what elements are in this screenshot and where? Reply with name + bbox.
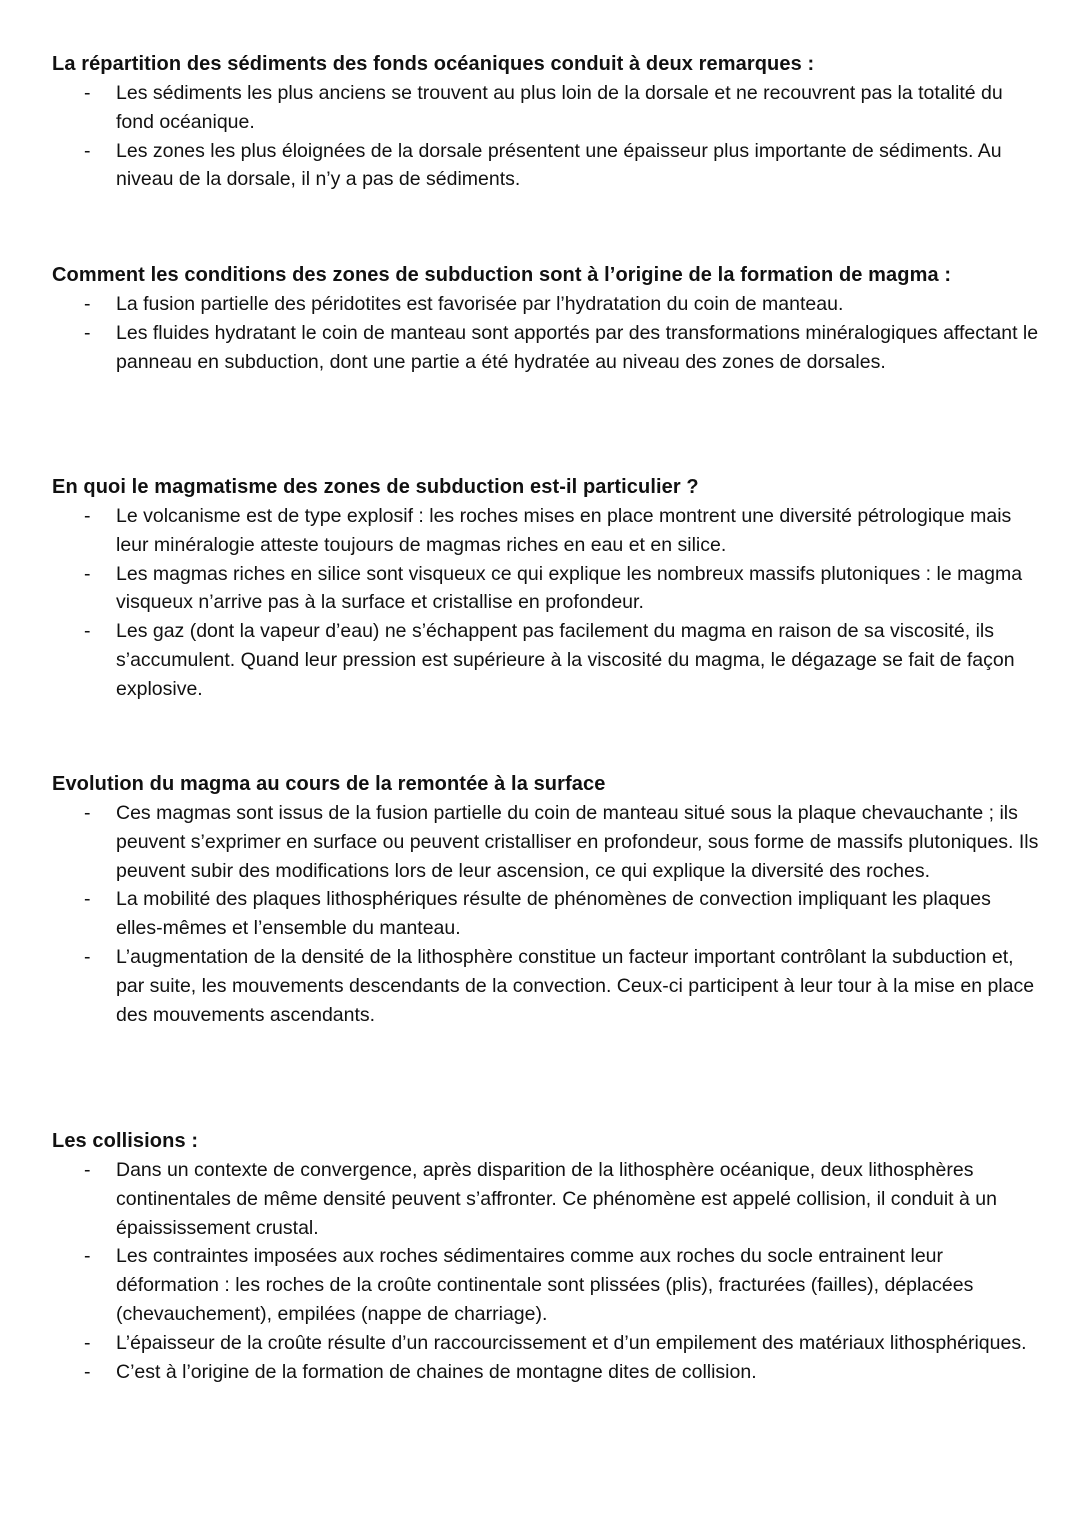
dash-bullet: - xyxy=(84,1360,91,1383)
list-item-text: Les magmas riches en silice sont visqueux ce qui explique les nombreux massifs plutoniques : le magma visqueux n’arrive pas à la surface et cristallise en profondeur. xyxy=(116,562,1023,614)
bullet-list xyxy=(52,79,1042,194)
dash-bullet: - xyxy=(84,321,91,344)
list-item-text: Ces magmas sont issus de la fusion partielle du coin de manteau situé sous la plaque chevauchante ; ils peuvent s’exprimer en surface ou peuvent cristalliser en profondeur, sous forme de massifs plutoniques. Ils peuvent subir des modifications lors de leur ascension, ce qui explique la diversité des roches. xyxy=(116,802,1039,882)
dash-bullet: - xyxy=(84,945,91,968)
list-item xyxy=(52,79,1042,137)
section-heading: Les collisions : xyxy=(52,1130,199,1152)
list-item-text: Le volcanisme est de type explosif : les roches mises en place montrent une diversité pétrologique mais leur minéralogie atteste toujours de magmas riches en eau et en silice. xyxy=(116,505,1012,556)
bullet-list xyxy=(52,1156,1042,1386)
list-item xyxy=(52,290,1042,319)
list-item xyxy=(52,885,1042,943)
list-item xyxy=(52,617,1042,703)
section-collisions xyxy=(52,1127,1042,1386)
list-item-text: Dans un contexte de convergence, après disparition de la lithosphère océanique, deux lithosphères continentales de même densité peuvent s’affronter. Ce phénomène est appelé collision, il conduit à un épaississement crustal. xyxy=(116,1159,997,1239)
list-item xyxy=(52,1329,1042,1358)
dash-bullet: - xyxy=(84,1245,91,1268)
section-heading: En quoi le magmatisme des zones de subduction est-il particulier ? xyxy=(52,476,699,498)
list-item-text: Les sédiments les plus anciens se trouvent au plus loin de la dorsale et ne recouvrent pas la totalité du fond océanique. xyxy=(116,82,1003,133)
dash-bullet: - xyxy=(84,139,91,162)
dash-bullet: - xyxy=(84,293,91,315)
section-heading: Evolution du magma au cours de la remontée à la surface xyxy=(52,773,606,795)
list-item xyxy=(52,560,1042,618)
list-item-text: L’augmentation de la densité de la lithosphère constitue un facteur important contrôlant la subduction et, par suite, les mouvements descendants de la convection. Ceux-ci participent à leur tour à la mise en place des mouvements ascendants. xyxy=(116,945,1035,1026)
list-item-text: C’est à l’origine de la formation de chaines de montagne dites de collision. xyxy=(116,1360,757,1383)
dash-bullet: - xyxy=(84,1331,91,1354)
list-item xyxy=(52,799,1042,885)
list-item-text: Les fluides hydratant le coin de manteau sont apportés par des transformations minéralogiques affectant le panneau en subduction, dont une partie a été hydratée au niveau des zones de dorsales. xyxy=(116,321,1039,373)
section-sediments xyxy=(52,50,1042,194)
list-item xyxy=(52,319,1042,377)
list-item xyxy=(52,1156,1042,1242)
section-evolution-magma xyxy=(52,770,1042,1029)
bullet-list xyxy=(52,799,1042,1029)
dash-bullet: - xyxy=(84,562,91,585)
dash-bullet: - xyxy=(84,802,91,824)
list-item xyxy=(52,943,1042,1029)
dash-bullet: - xyxy=(84,620,91,643)
list-item-text: La fusion partielle des péridotites est favorisée par l’hydratation du coin de manteau. xyxy=(116,293,844,315)
list-item xyxy=(52,502,1042,560)
dash-bullet: - xyxy=(84,1159,91,1181)
list-item xyxy=(52,1242,1042,1328)
bullet-list xyxy=(52,290,1042,376)
list-item-text: L’épaisseur de la croûte résulte d’un raccourcissement et d’un empilement des matériaux lithosphériques. xyxy=(116,1331,1027,1354)
list-item xyxy=(52,1358,1042,1387)
list-item-text: La mobilité des plaques lithosphériques résulte de phénomènes de convection impliquant les plaques elles-mêmes et l’ensemble du manteau. xyxy=(116,888,991,940)
list-item-text: Les gaz (dont la vapeur d’eau) ne s’échappent pas facilement du magma en raison de sa viscosité, ils s’accumulent. Quand leur pression est supérieure à la viscosité du magma, le dégazage se fait de façon explosive. xyxy=(116,620,1015,700)
dash-bullet: - xyxy=(84,505,91,527)
list-item-text: Les contraintes imposées aux roches sédimentaires comme aux roches du socle entrainent leur déformation : les roches de la croûte continentale sont plissées (plis), fracturées (failles), déplacées (chevauchement), empilées (nappe de charriage). xyxy=(116,1245,974,1325)
dash-bullet: - xyxy=(84,888,91,911)
section-subduction-magma xyxy=(52,261,1042,376)
list-item-text: Les zones les plus éloignées de la dorsale présentent une épaisseur plus importante de sédiments. Au niveau de la dorsale, il n’y a pas de sédiments. xyxy=(116,139,1002,191)
section-heading: Comment les conditions des zones de subduction sont à l’origine de la formation de magma : xyxy=(52,264,952,286)
section-magmatisme xyxy=(52,473,1042,704)
dash-bullet: - xyxy=(84,82,91,104)
section-heading: La répartition des sédiments des fonds océaniques conduit à deux remarques : xyxy=(52,53,815,75)
bullet-list xyxy=(52,502,1042,704)
list-item xyxy=(52,137,1042,195)
